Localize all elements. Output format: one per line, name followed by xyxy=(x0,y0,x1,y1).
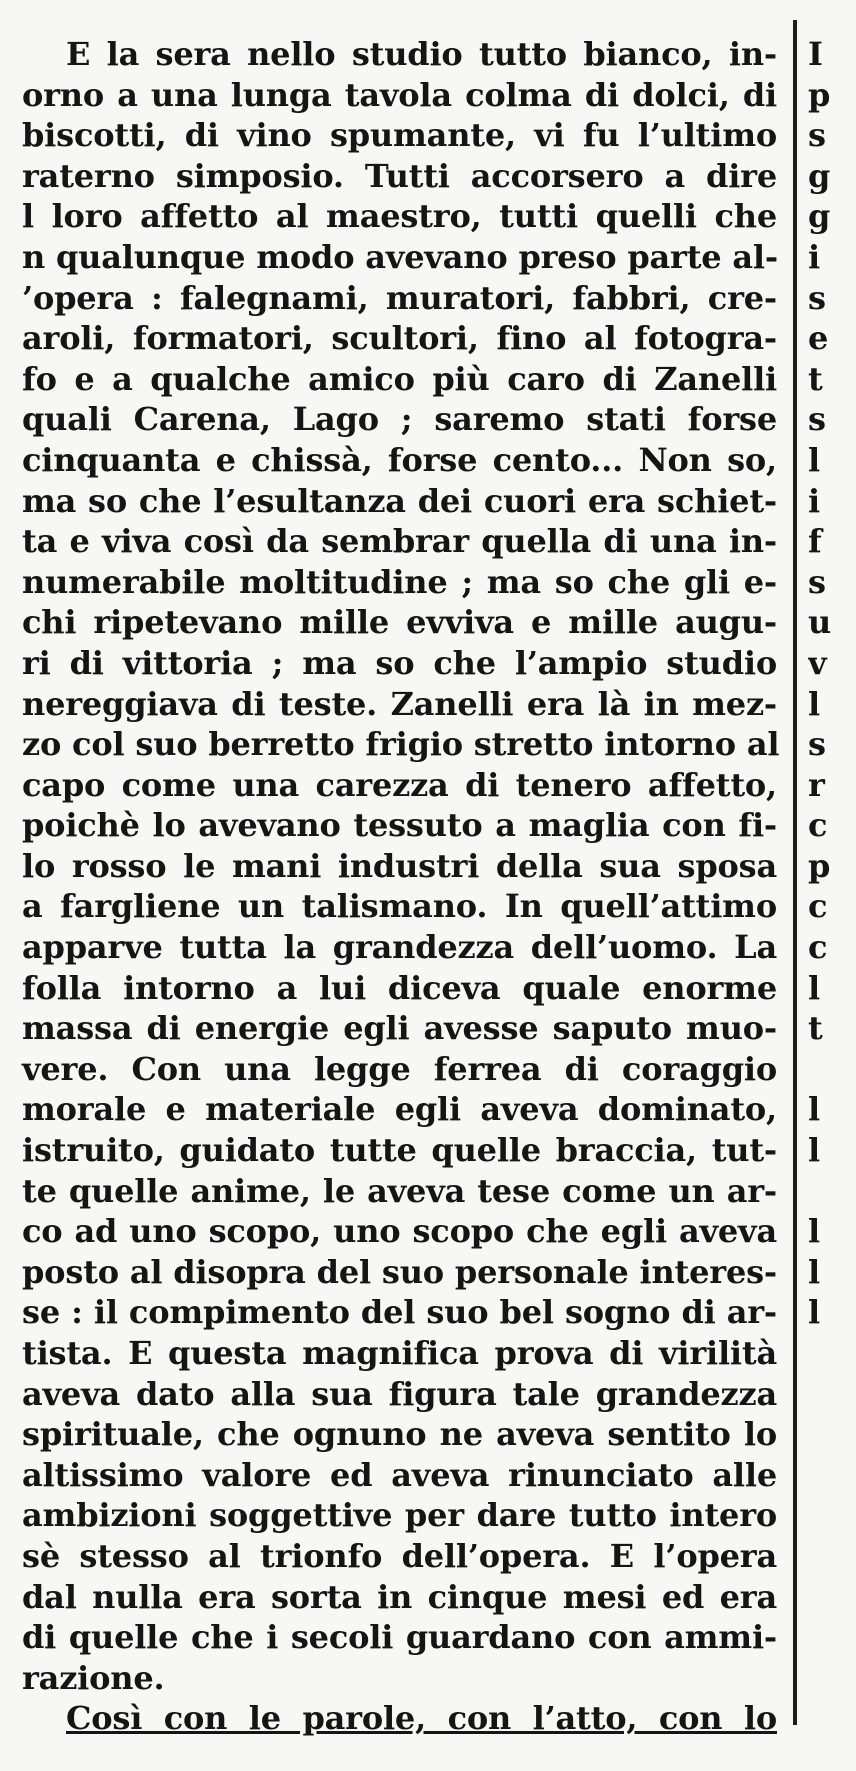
text-line: Così con le parole, con l’atto, con lo xyxy=(66,1699,777,1738)
column-fragment-line: l xyxy=(808,1212,820,1251)
column-fragment-line xyxy=(808,1049,854,1090)
text-line: vere. Con una legge ferrea di coraggio xyxy=(22,1049,777,1088)
adjacent-column-fragment xyxy=(808,34,854,1333)
text-line: quali Carena, Lago ; saremo stati forse xyxy=(22,400,777,439)
column-fragment-line: l xyxy=(808,1090,820,1129)
column-fragment-line: i xyxy=(808,237,820,276)
column-fragment-line: s xyxy=(808,116,826,155)
text-line: sè stesso al trionfo dell’opera. E l’opera xyxy=(22,1536,777,1575)
text-line: biscotti, di vino spumante, vi fu l’ultimo xyxy=(22,116,777,155)
column-fragment-line: c xyxy=(808,887,828,926)
column-fragment-line: t xyxy=(808,1009,823,1048)
column-fragment-line: g xyxy=(808,156,831,195)
text-line: cinquanta e chissà, forse cento... Non so, xyxy=(22,440,777,479)
column-fragment-line: c xyxy=(808,928,828,967)
text-line: tista. E questa magnifica prova di virilità xyxy=(22,1334,777,1372)
text-line: ri di vittoria ; ma so che l’ampio studio xyxy=(22,643,777,682)
text-line: lo rosso le mani industri della sua sposa xyxy=(22,846,777,885)
column-rule xyxy=(793,20,797,1725)
column-fragment-line: l xyxy=(808,1131,820,1170)
column-fragment-line: c xyxy=(808,806,828,845)
column-fragment-line: l xyxy=(808,1252,820,1291)
column-fragment-line: l xyxy=(808,1293,820,1332)
column-fragment-line: p xyxy=(808,846,831,885)
text-line: numerabile moltitudine ; ma so che gli e- xyxy=(22,562,777,601)
text-line: razione. xyxy=(22,1658,165,1697)
text-line: fo e a qualche amico più caro di Zanelli xyxy=(22,359,777,398)
column-fragment-line xyxy=(808,1171,854,1212)
column-fragment-line: s xyxy=(808,725,826,764)
text-line: spirituale, che ognuno ne aveva sentito lo xyxy=(22,1415,777,1454)
text-line: di quelle che i secoli guardano con ammi- xyxy=(22,1618,777,1657)
text-line: istruito, guidato tutte quelle braccia, tut- xyxy=(22,1131,777,1170)
text-line: apparve tutta la grandezza dell’uomo. La xyxy=(22,928,777,967)
column-fragment-line: v xyxy=(808,643,827,682)
column-fragment-line: f xyxy=(808,522,822,561)
column-fragment-line: t xyxy=(808,359,823,398)
text-line: capo come una carezza di tenero affetto, xyxy=(22,765,777,804)
main-text-column xyxy=(22,34,780,1739)
text-line: morale e materiale egli aveva dominato, xyxy=(22,1090,777,1129)
text-line: co ad uno scopo, uno scopo che egli aveva xyxy=(22,1212,777,1251)
column-fragment-line: I xyxy=(808,35,823,73)
text-line: altissimo valore ed aveva rinunciato alle xyxy=(22,1455,777,1494)
text-line: massa di energie egli avesse saputo muo- xyxy=(22,1009,777,1048)
column-fragment-line: l xyxy=(808,684,820,723)
text-line: dal nulla era sorta in cinque mesi ed era xyxy=(22,1577,777,1616)
text-line: te quelle anime, le aveva tese come un ar- xyxy=(22,1171,777,1210)
column-fragment-line: g xyxy=(808,197,831,236)
column-fragment-line: s xyxy=(808,400,826,439)
column-fragment-line: e xyxy=(808,319,829,358)
text-line: ambizioni soggettive per dare tutto intero xyxy=(22,1496,777,1535)
column-fragment-line: u xyxy=(808,603,832,642)
column-fragment-line: i xyxy=(808,481,820,520)
text-line: orno a una lunga tavola colma di dolci, di xyxy=(22,75,777,114)
text-line: E la sera nello studio tutto bianco, in- xyxy=(66,35,777,73)
text-line: posto al disopra del suo personale interes- xyxy=(22,1252,777,1291)
text-line: l loro affetto al maestro, tutti quelli che xyxy=(22,197,777,236)
column-fragment-line: s xyxy=(808,562,826,601)
text-line: n qualunque modo avevano preso parte al- xyxy=(22,237,778,276)
text-line: ta e viva così da sembrar quella di una in- xyxy=(22,522,777,561)
column-fragment-line: p xyxy=(808,75,831,114)
text-line: raterno simposio. Tutti accorsero a dire xyxy=(22,156,777,195)
text-line: a fargliene un talismano. In quell’attimo xyxy=(22,887,777,926)
text-line: nereggiava di teste. Zanelli era là in mez- xyxy=(22,684,777,723)
text-line: aveva dato alla sua figura tale grandezza xyxy=(22,1374,777,1413)
column-fragment-line: r xyxy=(808,765,825,804)
text-line: aroli, formatori, scultori, fino al fotogra- xyxy=(22,319,777,358)
text-line: zo col suo berretto frigio stretto intorno al xyxy=(22,725,780,764)
text-line: poichè lo avevano tessuto a maglia con fi- xyxy=(22,806,777,845)
text-line: folla intorno a lui diceva quale enorme xyxy=(22,968,777,1007)
text-line: ma so che l’esultanza dei cuori era schiet- xyxy=(22,481,777,520)
column-fragment-line: s xyxy=(808,278,826,317)
text-line: ’opera : falegnami, muratori, fabbri, cre- xyxy=(22,278,777,317)
column-fragment-line: l xyxy=(808,968,820,1007)
column-fragment-line: l xyxy=(808,440,820,479)
text-line: chi ripetevano mille evviva e mille augu- xyxy=(22,603,777,642)
text-line: se : il compimento del suo bel sogno di ar- xyxy=(22,1293,777,1332)
